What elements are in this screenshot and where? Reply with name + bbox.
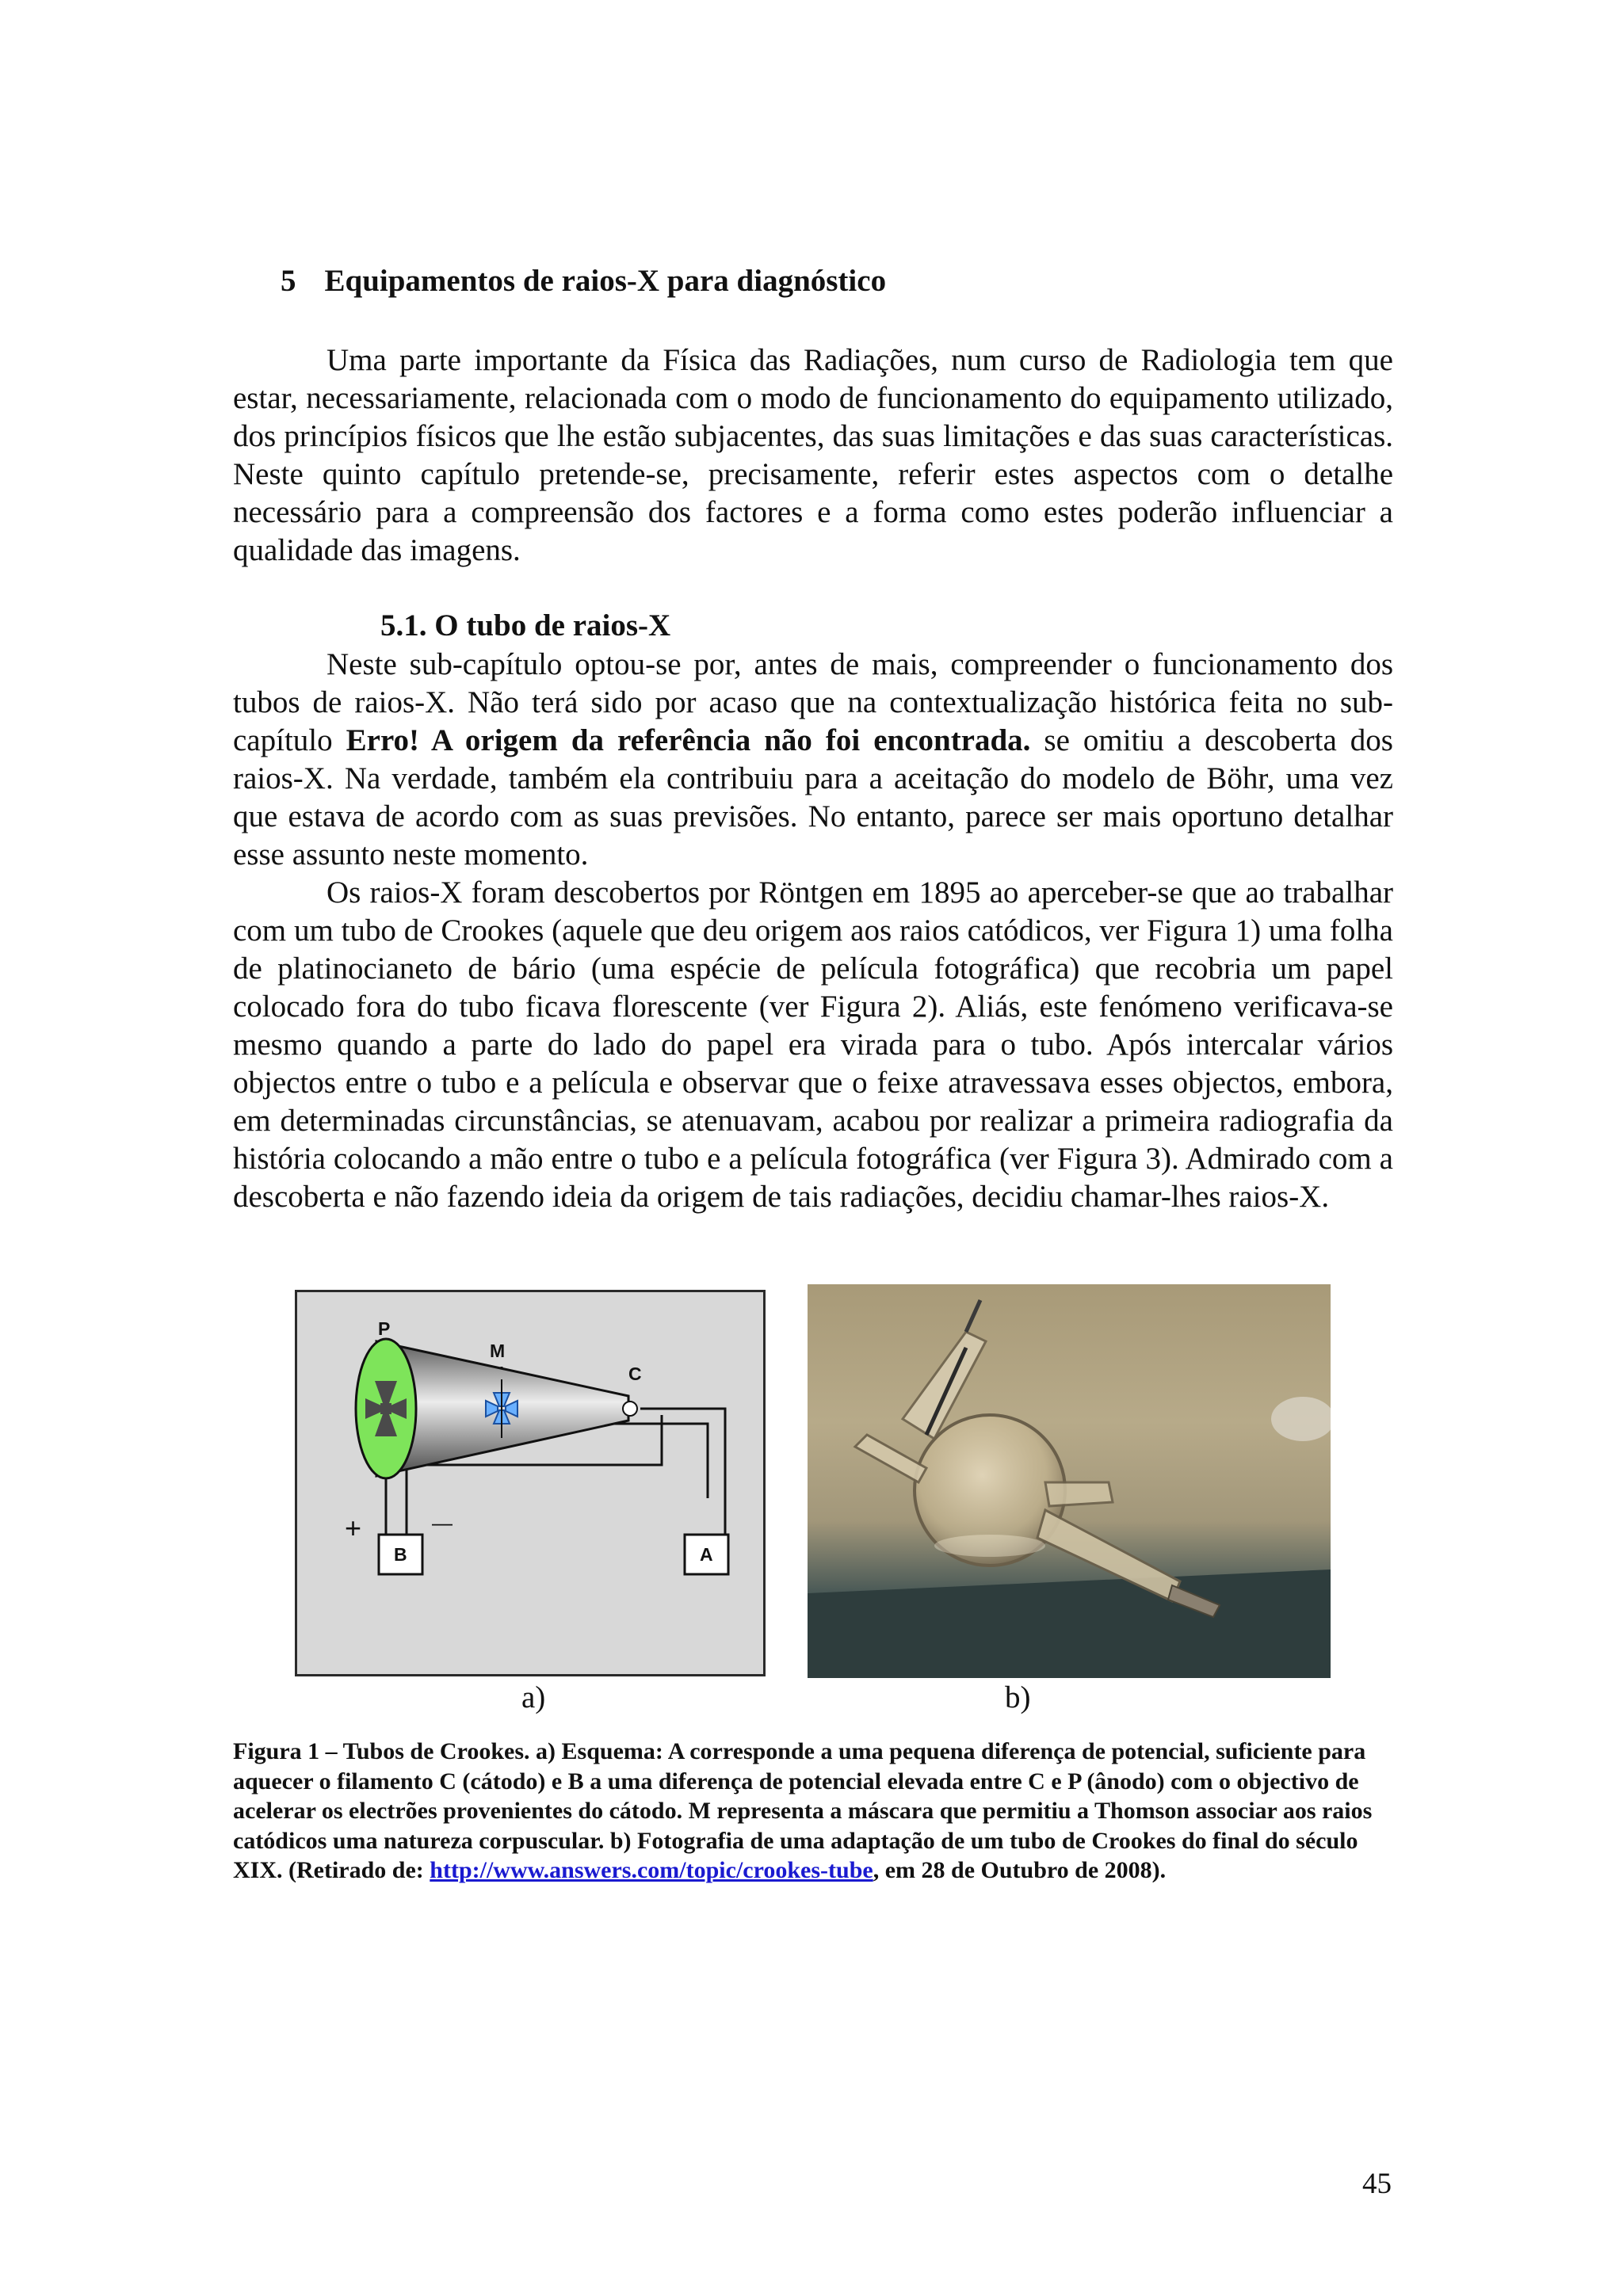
- page-number: 45: [1362, 2168, 1392, 2200]
- label-C: C: [628, 1363, 642, 1384]
- label-P: P: [378, 1318, 391, 1339]
- label-A: A: [700, 1544, 713, 1565]
- label-B: B: [394, 1544, 407, 1565]
- crookes-tube-photo: [808, 1284, 1331, 1678]
- chapter-number: 5: [281, 264, 296, 298]
- section-paragraph-2: Os raios-X foram descobertos por Röntgen em 1895 ao aperceber-se que ao trabalhar com um tubo de Crookes (aquele que deu origem aos raios catódicos, ver Figura 1) uma folha de platinocianeto de bário (uma espécie de película fotográfica) que recobria um papel colocado fora do tubo ficava florescente (ver Figura 2). Aliás, este fenómeno verificava-se mesmo quando a parte do lado do papel era virada para o tubo. Após intercalar vários objectos entre o tubo e a película e observar que o feixe atravessava esses objectos, embora, em determinadas circunstâncias, se atenuavam, acabou por realizar a primeira radiografia da história colocando a mão entre o tubo e a película fotográfica (ver Figura 3). Admirado com a descoberta e não fazendo ideia da origem de tais radiações, decidiu chamar-lhes raios-X.: [233, 875, 1393, 1214]
- wire-cathode-right: [640, 1409, 725, 1554]
- caption-link[interactable]: http://www.answers.com/topic/crookes-tube: [430, 1857, 873, 1884]
- chapter-title: Equipamentos de raios-X para diagnóstico: [324, 264, 887, 298]
- label-plus: +: [345, 1512, 362, 1544]
- diagram-svg: [297, 1292, 763, 1674]
- label-M: M: [490, 1341, 506, 1361]
- label-minus: —: [432, 1511, 453, 1535]
- bulb-reflection: [934, 1535, 1045, 1557]
- electrode-wire-top: [966, 1300, 980, 1332]
- glass-side-tube: [1045, 1482, 1113, 1506]
- caption-end: , em 28 de Outubro de 2008).: [873, 1857, 1167, 1884]
- section-title: 5.1. O tubo de raios-X: [380, 608, 671, 643]
- reference-error: Erro! A origem da referência não foi encontrada.: [346, 723, 1031, 757]
- section-paragraph-1: [233, 646, 1393, 874]
- photo-svg: [808, 1284, 1331, 1678]
- figure-caption: [233, 1737, 1398, 1886]
- figure-label-a: a): [521, 1680, 546, 1714]
- glass-arm-left: [855, 1435, 926, 1482]
- figure-label-b: b): [1005, 1680, 1031, 1714]
- paragraph-text: se omitiu a descoberta dos raios-X. Na verdade, também ela contribuiu para a aceitação do modelo de Böhr, uma vez que estava de acordo com as suas previsões. No entanto, parece ser mais oportuno detalhar esse assunto neste momento.: [233, 723, 1393, 871]
- intro-paragraph: Uma parte importante da Física das Radiações, num curso de Radiologia tem que estar, necessariamente, relacionada com o modo de funcionamento do equipamento utilizado, dos princípios físicos que lhe estão subjacentes, das suas limitações e das suas características. Neste quinto capítulo pretende-se, precisamente, referir estes aspectos com o detalhe necessário para a compreensão dos factores e a forma como estes poderão influenciar a qualidade das imagens.: [233, 343, 1393, 567]
- background-glassware: [1271, 1397, 1331, 1441]
- table-surface: [808, 1569, 1331, 1678]
- crookes-tube-diagram: [295, 1290, 766, 1676]
- paragraph-text: Neste sub-capítulo optou-se por, antes de mais, compreender o funcionamento dos tubos de raios-X. Não terá sido por acaso que na contextualização histórica feita no sub-capítulo: [233, 647, 1393, 757]
- cathode-filament: [623, 1402, 637, 1416]
- caption-text: Figura 1 – Tubos de Crookes. a) Esquema: A corresponde a uma pequena diferença de potencial, suficiente para aquecer o filamento C (cátodo) e B a uma diferença de potencial elevada entre C e P (ânodo) com o objectivo de acelerar os electrões provenientes do cátodo. M representa a máscara que permitiu a Thomson associar aos raios catódicos uma natureza corpuscular. b) Fotografia de uma adaptação de um tubo de Crookes do final do século XIX. (Retirado de:: [233, 1738, 1373, 1884]
- chapter-heading: [281, 263, 886, 299]
